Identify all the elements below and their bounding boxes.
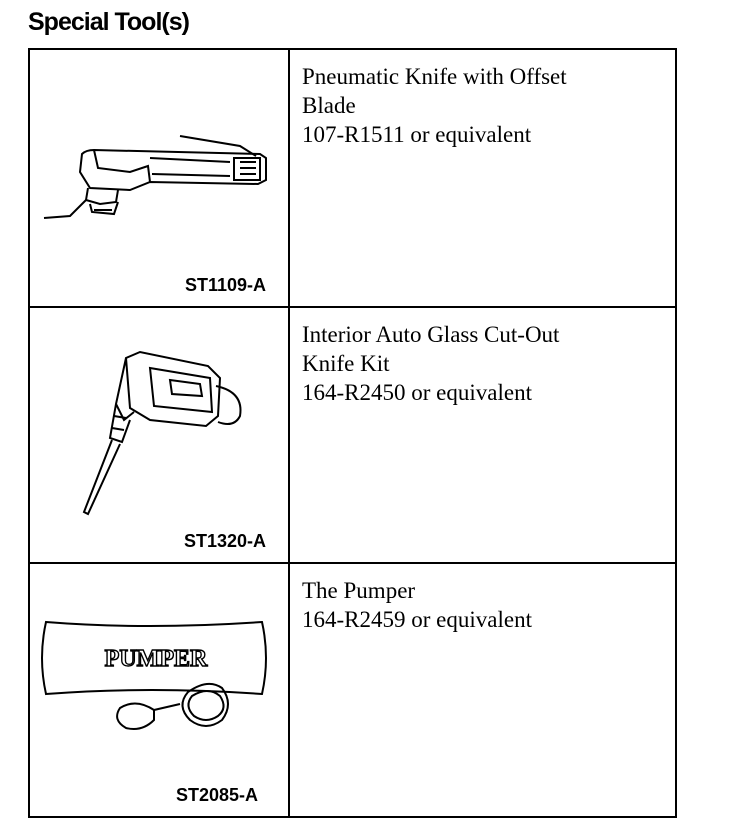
cut-out-knife-icon xyxy=(30,308,288,550)
tool-description xyxy=(289,49,676,307)
pumper-bag-icon xyxy=(30,564,288,804)
tool-name-line-1: Pneumatic Knife with Offset xyxy=(302,64,567,89)
tool-part-number: 164-R2459 or equivalent xyxy=(302,607,532,632)
tool-part-number: 107-R1511 or equivalent xyxy=(302,122,532,147)
pneumatic-knife-icon xyxy=(30,50,288,294)
tool-name-line-1: Interior Auto Glass Cut-Out xyxy=(302,322,560,347)
section-heading: Special Tool(s) xyxy=(28,8,189,36)
tool-code: ST2085-A xyxy=(175,785,258,805)
tool-description xyxy=(289,307,676,563)
tool-code: ST1109-A xyxy=(184,275,266,295)
table-row xyxy=(29,563,676,817)
tool-illustration-cell xyxy=(29,49,289,307)
tool-code: ST1320-A xyxy=(183,531,266,551)
pumper-label: PUMPER xyxy=(104,646,208,672)
tool-name-line-1: The Pumper xyxy=(302,578,416,603)
tool-illustration-cell xyxy=(29,563,289,817)
special-tools-table xyxy=(28,48,677,818)
tool-part-number: 164-R2450 or equivalent xyxy=(302,380,532,405)
tool-name-line-2: Blade xyxy=(302,93,356,118)
tool-illustration-cell xyxy=(29,307,289,563)
tool-description xyxy=(289,563,676,817)
tool-name-line-2: Knife Kit xyxy=(302,351,390,376)
table-row xyxy=(29,49,676,307)
table-row xyxy=(29,307,676,563)
